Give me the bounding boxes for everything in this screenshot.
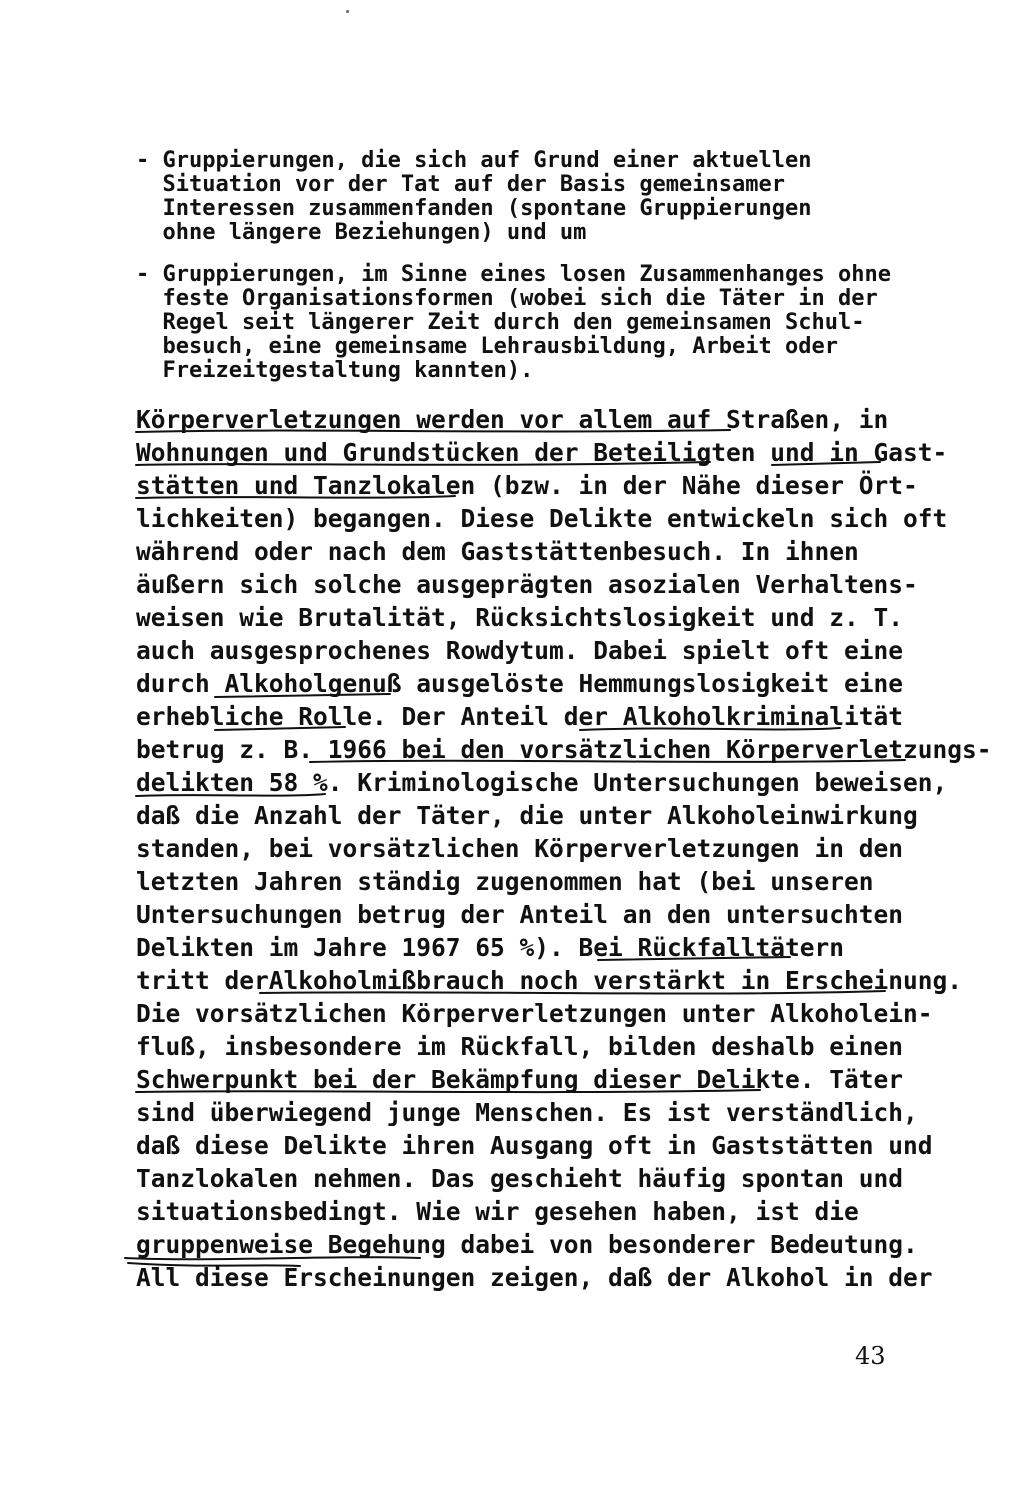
bullet-2-line-4: besuch, eine gemeinsame Lehrausbildung, Arbeit oder [136,334,838,359]
body-line-20: fluß, insbesondere im Rückfall, bilden deshalb einen [136,1032,904,1061]
body-line-2: Wohnungen und Grundstücken der Beteiligten und in Gast- [136,438,948,467]
body-line-27: All diese Erscheinungen zeigen, daß der Alkohol in der [136,1263,933,1292]
body-line-19: Die vorsätzlichen Körperverletzungen unter Alkoholein- [136,999,933,1028]
body-line-24: Tanzlokalen nehmen. Das geschieht häufig spontan und [136,1164,904,1193]
body-line-21: Schwerpunkt bei der Bekämpfung dieser Delikte. Täter [136,1065,904,1094]
bullet-1-line-2: Situation vor der Tat auf der Basis gemeinsamer [136,172,786,197]
body-line-9: durch Alkoholgenuß ausgelöste Hemmungslosigkeit eine [136,669,904,698]
bullet-2-line-1: - Gruppierungen, im Sinne eines losen Zusammenhanges ohne [136,262,891,287]
body-line-10: erhebliche Rolle. Der Anteil der Alkoholkriminalität [136,702,904,731]
body-line-17: Delikten im Jahre 1967 65 %). Bei Rückfalltätern [136,933,845,962]
bullet-1-line-4: ohne längere Beziehungen) und um [136,220,587,245]
bullet-1-line-3: Interessen zusammenfanden (spontane Gruppierungen [136,196,812,221]
body-line-6: äußern sich solche ausgeprägten asozialen Verhaltens- [136,570,918,599]
body-line-4: lichkeiten) begangen. Diese Delikte entwickeln sich oft [136,504,948,533]
page-number: 43 [855,1342,886,1370]
body-line-1: Körperverletzungen werden vor allem auf Straßen, in [136,405,889,434]
body-line-12: delikten 58 %. Kriminologische Untersuchungen beweisen, [136,768,948,797]
body-line-16: Untersuchungen betrug der Anteil an den untersuchten [136,900,904,929]
body-line-7: weisen wie Brutalität, Rücksichtslosigkeit und z. T. [136,603,904,632]
body-line-22: sind überwiegend junge Menschen. Es ist verständlich, [136,1098,918,1127]
body-line-25: situationsbedingt. Wie wir gesehen haben, ist die [136,1197,859,1226]
body-line-14: standen, bei vorsätzlichen Körperverletzungen in den [136,834,904,863]
bullet-2-line-3: Regel seit längerer Zeit durch den gemeinsamen Schul- [136,310,865,335]
bullet-2-line-2: feste Organisationsformen (wobei sich die Täter in der [136,286,878,311]
body-line-5: während oder nach dem Gaststättenbesuch. In ihnen [136,537,859,566]
body-line-26: gruppenweise Begehung dabei von besonderer Bedeutung. [136,1230,918,1259]
body-line-3: stätten und Tanzlokalen (bzw. in der Nähe dieser Ört- [136,471,918,500]
body-line-8: auch ausgesprochenes Rowdytum. Dabei spielt oft eine [136,636,904,665]
body-line-11: betrug z. B. 1966 bei den vorsätzlichen Körperverletzungs- [136,735,992,764]
bullet-1-line-1: - Gruppierungen, die sich auf Grund einer aktuellen [136,148,812,173]
paper-speck [346,10,349,13]
body-line-23: daß diese Delikte ihren Ausgang oft in Gaststätten und [136,1131,933,1160]
body-line-13: daß die Anzahl der Täter, die unter Alkoholeinwirkung [136,801,918,830]
bullet-2-line-5: Freizeitgestaltung kannten). [136,358,534,383]
body-line-18: tritt derAlkoholmißbrauch noch verstärkt in Erscheinung. [136,966,963,995]
body-line-15: letzten Jahren ständig zugenommen hat (bei unseren [136,867,874,896]
